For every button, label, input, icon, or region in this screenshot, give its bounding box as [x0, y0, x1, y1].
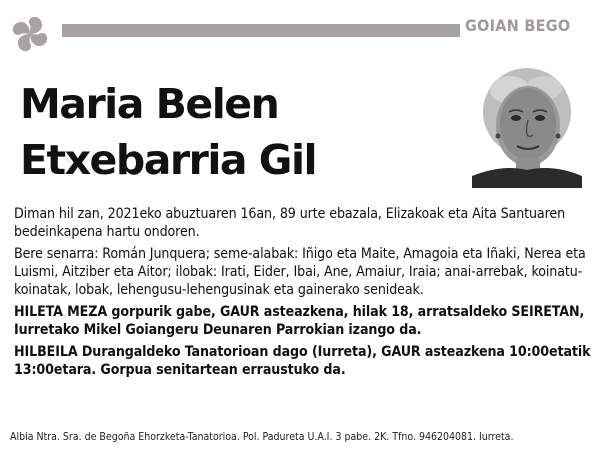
- wake-info: HILBEILA Durangaldeko Tanatorioan dago (Iurreta), GAUR asteazkena 10:00etatik 13:00etara. Gorpua senitartean erraustuko da.: [14, 344, 591, 378]
- funeral-mass-info: HILETA MEZA gorpurik gabe, GAUR asteazkena, hilak 18, arratsaldeko SEIRETAN, Iurretako Mikel Goiangeru Deunaren Parrokian izango da.: [14, 304, 585, 338]
- obituary-body: [14, 205, 592, 383]
- brand-title: GOIAN BEGO: [465, 16, 571, 35]
- funeral-home-footer: Albia Ntra. Sra. de Begoña Ehorzketa-Tanatorioa. Pol. Padureta U.A.I. 3 pabe. 2K. Tfno. 946204081. Iurreta.: [10, 431, 514, 443]
- lauburu-icon: [4, 8, 56, 60]
- deceased-name: [20, 76, 460, 188]
- deceased-name-line-1: Maria Belen: [20, 80, 279, 128]
- portrait-photo: [472, 60, 582, 188]
- family-list: Bere senarra: Román Junquera; seme-alabak: Iñigo eta Maite, Amagoia eta Iñaki, Nerea eta Luismi, Aitziber eta Aitor; ilobak: Irati, Eider, Ibai, Ane, Amaiur, Iraia; anai-arrebak, koinatu-koinatak, lobak, lehengusu-lehengusinak eta gainerako senideak.: [14, 246, 586, 298]
- header-bar: [62, 24, 460, 37]
- deceased-name-line-2: Etxebarria Gil: [20, 136, 317, 184]
- death-announcement: Diman hil zan, 2021eko abuztuaren 16an, 89 urte ebazala, Elizakoak eta Aita Santuaren bedeinkapena hartu ondoren.: [14, 206, 566, 240]
